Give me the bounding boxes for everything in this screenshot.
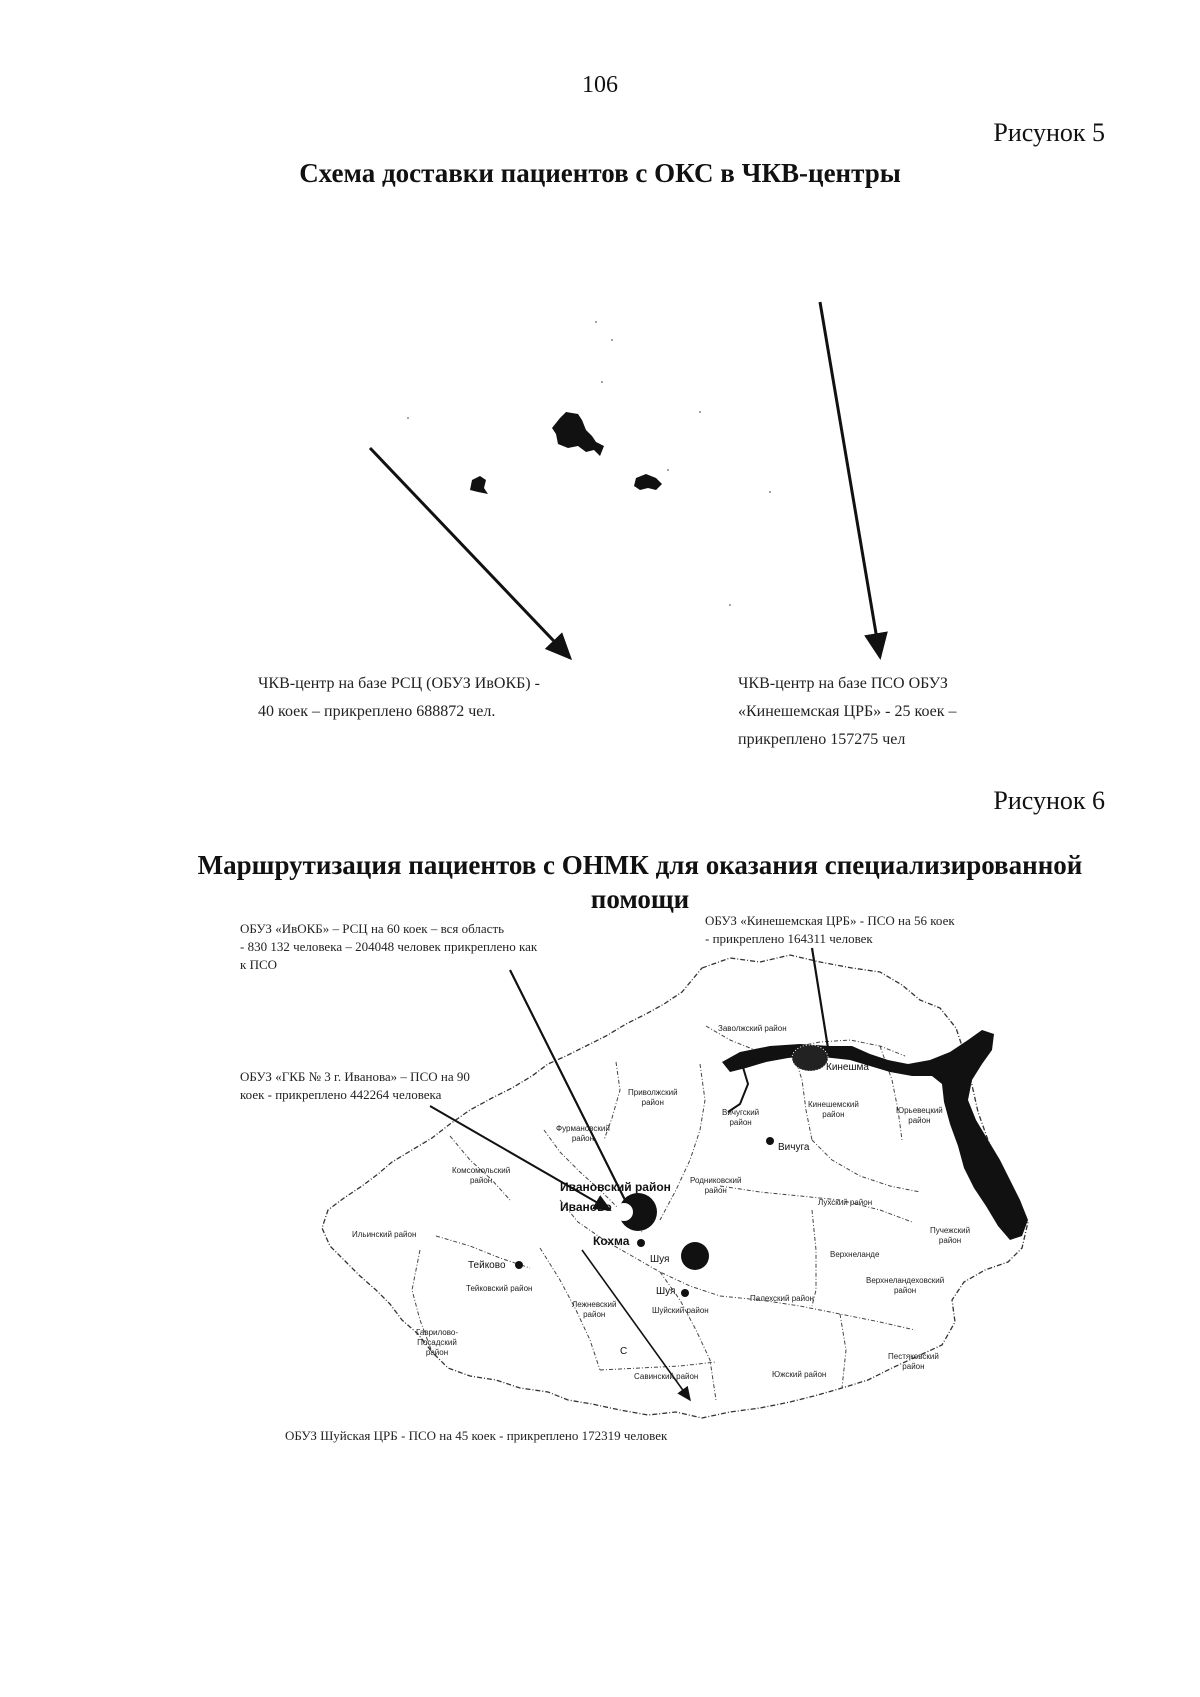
district-ilyinsky: Ильинский район [352, 1230, 417, 1239]
figure6-label: Рисунок 6 [993, 786, 1105, 815]
district-komsomolsky [452, 1166, 510, 1186]
figure6-title-line-1: Маршрутизация пациентов с ОНМК для оказания специализированной [197, 850, 1083, 880]
caption-left-line-2: 40 коек – прикреплено 688872 чел. [258, 703, 496, 720]
shuya-pso-marker [681, 1242, 709, 1270]
district-teikovsky: Тейковский район [466, 1284, 533, 1293]
district-pestyakovsky-word: район [902, 1362, 925, 1371]
district-yurievetsky-word: район [908, 1116, 931, 1125]
district-lezhnevsky-name: Лежневский [572, 1300, 617, 1309]
callout-gkb3 [240, 1068, 560, 1104]
district-kineshemsky-name: Кинешемский [808, 1100, 859, 1109]
callout-ivokb-line-1: ОБУЗ «ИвОКБ» – РСЦ на 60 коек – вся область [240, 921, 505, 936]
district-verkhnelandehovsky-short: Верхнеланде [830, 1250, 880, 1259]
district-verkhnelandehovsky-word: район [893, 1286, 917, 1295]
teikovo-dot [515, 1261, 523, 1269]
district-privolzhsky-name: Приволжский [628, 1088, 678, 1097]
city-vichuga: Вичуга [778, 1142, 810, 1153]
district-puchezhsky-name: Пучежский [930, 1226, 971, 1235]
figure6-title-line-2: помощи [590, 884, 690, 914]
district-savinsky: Савинский район [634, 1372, 699, 1381]
callout-ivokb [240, 920, 640, 974]
district-rodnikovsky [690, 1176, 741, 1196]
district-rodnikovsky-name: Родниковский [690, 1176, 742, 1185]
district-vichugsky-name: Вичугский [722, 1108, 760, 1117]
district-kineshemsky [808, 1100, 859, 1120]
district-pestyakovsky [888, 1352, 939, 1372]
district-komsomolsky-name: Комсомольский [452, 1166, 511, 1175]
page-number: 106 [582, 72, 618, 98]
arrow-gkb3 [430, 1106, 610, 1210]
district-gavrilovo-posadsky-line-2: Посадский [417, 1338, 457, 1347]
city-shuya-upper: Шуя [650, 1254, 670, 1265]
vichuga-dot [766, 1137, 774, 1145]
district-zavolzhsky: Заволжский район [718, 1024, 787, 1033]
caption-right-line-2: «Кинешемская ЦРБ» - 25 коек – [738, 703, 957, 720]
district-rodnikovsky-word: район [704, 1186, 727, 1195]
callout-kineshma-line-1: ОБУЗ «Кинешемская ЦРБ» - ПСО на 56 коек [705, 913, 955, 928]
shuya-dot [681, 1289, 689, 1297]
city-shuya: Шуя [656, 1286, 676, 1297]
callout-gkb3-line-2: коек - прикреплено 442264 человека [240, 1087, 442, 1102]
district-yurievetsky-name: Юрьевецкий [896, 1106, 943, 1115]
kokhma-dot [637, 1239, 645, 1247]
district-privolzhsky-word: район [641, 1098, 664, 1107]
figure5-title: Схема доставки пациентов с ОКС в ЧКВ-центры [299, 158, 901, 188]
district-kineshemsky-word: район [822, 1110, 845, 1119]
district-furmanovsky-word: район [571, 1134, 595, 1143]
district-komsomolsky-word: район [469, 1176, 493, 1185]
callout-ivokb-line-3: к ПСО [240, 957, 278, 972]
district-lukhsky: Лухский район [818, 1198, 873, 1207]
district-shuysky: Шуйский район [652, 1306, 709, 1315]
callout-kineshma [705, 912, 1045, 948]
callout-gkb3-line-1: ОБУЗ «ГКБ № 3 г. Иванова» – ПСО на 90 [240, 1069, 470, 1084]
district-privolzhsky [628, 1088, 678, 1108]
district-palekhsky: Палехский район [750, 1294, 814, 1303]
district-furmanovsky [556, 1124, 610, 1144]
district-lezhnevsky [572, 1300, 616, 1320]
caption-right-line-3: прикреплено 157275 чел [738, 731, 906, 748]
figure5-label: Рисунок 5 [993, 118, 1105, 147]
caption-left-line-1: ЧКВ-центр на базе РСЦ (ОБУЗ ИвОКБ) - [258, 675, 540, 692]
district-puchezhsky [930, 1226, 970, 1246]
city-kokhma: Кохма [593, 1234, 630, 1248]
district-yurievetsky [896, 1106, 943, 1126]
district-gavrilovo-posadsky-line-1: Гаврилово- [416, 1328, 458, 1337]
district-lezhnevsky-word: район [583, 1310, 606, 1319]
kineshma-pso-marker [792, 1045, 828, 1071]
city-ivanovo: Иваново [560, 1200, 612, 1214]
callout-shuya: ОБУЗ Шуйская ЦРБ - ПСО на 45 коек - прикреплено 172319 человек [285, 1428, 668, 1443]
city-savino: С [620, 1346, 628, 1357]
city-teikovo: Тейково [468, 1260, 506, 1271]
district-gavrilovo-posadsky-word: район [425, 1348, 449, 1357]
callout-kineshma-line-2: - прикреплено 164311 человек [705, 931, 873, 946]
district-verkhnelandehovsky [866, 1276, 944, 1296]
district-pestyakovsky-name: Пестяковский [888, 1352, 939, 1361]
district-yuzhsky: Южский район [772, 1370, 827, 1379]
district-vichugsky-word: район [729, 1118, 752, 1127]
district-vichugsky [722, 1108, 759, 1128]
callout-ivokb-line-2: - 830 132 человека – 204048 человек прикреплено как [240, 939, 538, 954]
ivanovo-gkb3-marker [615, 1203, 633, 1221]
district-ivanovsky: Ивановский район [560, 1180, 671, 1194]
district-gavrilovo-posadsky [416, 1328, 458, 1358]
district-furmanovsky-name: Фурмановский [556, 1124, 610, 1133]
district-verkhnelandehovsky-name: Верхнеландеховский [866, 1276, 945, 1285]
district-puchezhsky-word: район [938, 1236, 962, 1245]
city-kineshma: Кинешма [826, 1062, 869, 1073]
caption-right-line-1: ЧКВ-центр на базе ПСО ОБУЗ [738, 675, 948, 692]
